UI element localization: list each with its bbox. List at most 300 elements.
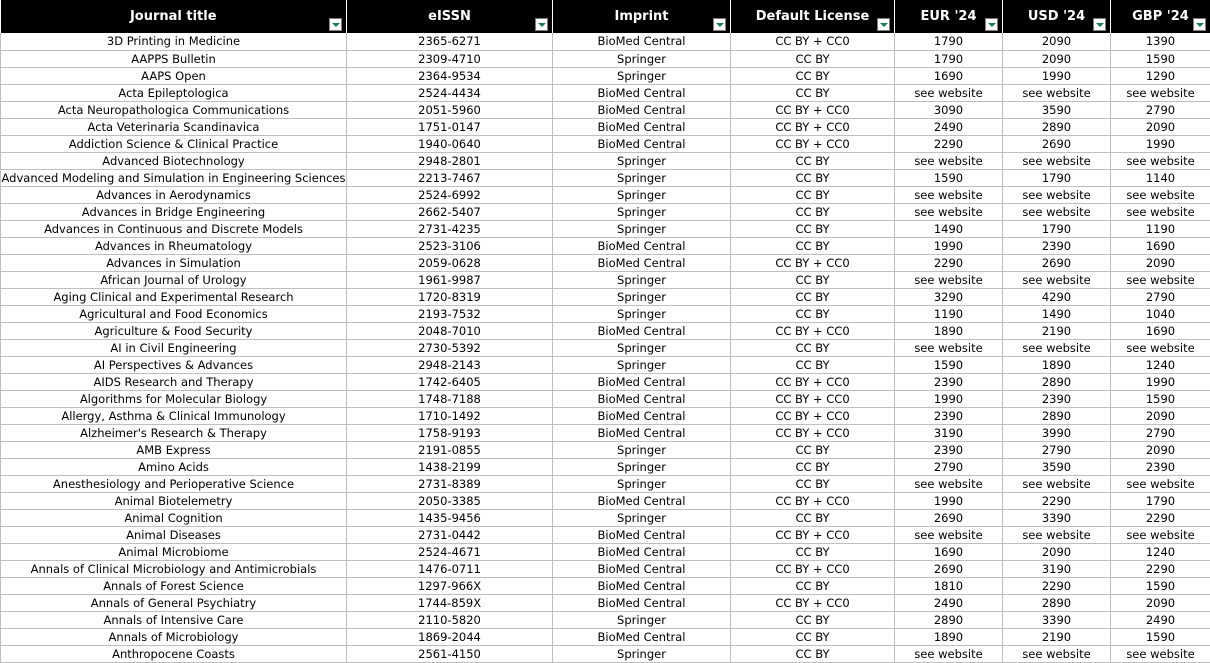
cell-imprint[interactable]: Springer: [553, 441, 731, 458]
table-row: [1, 33, 1210, 50]
cell-default-license[interactable]: CC BY: [731, 475, 895, 492]
cell-eur-24[interactable]: 2490: [895, 118, 1003, 135]
cell-default-license[interactable]: CC BY: [731, 186, 895, 203]
cell-default-license[interactable]: CC BY + CC0: [731, 390, 895, 407]
cell-imprint[interactable]: BioMed Central: [553, 526, 731, 543]
cell-default-license[interactable]: CC BY: [731, 628, 895, 645]
cell-gbp-24[interactable]: 2790: [1111, 288, 1210, 305]
cell-imprint[interactable]: BioMed Central: [553, 492, 731, 509]
cell-default-license[interactable]: CC BY: [731, 305, 895, 322]
cell-default-license[interactable]: CC BY: [731, 152, 895, 169]
cell-eur-24[interactable]: see website: [895, 186, 1003, 203]
cell-default-license[interactable]: CC BY + CC0: [731, 492, 895, 509]
cell-imprint[interactable]: BioMed Central: [553, 135, 731, 152]
cell-journal-title[interactable]: Advanced Modeling and Simulation in Engineering Sciences: [1, 170, 346, 185]
cell-eissn[interactable]: 2191-0855: [347, 441, 553, 458]
cell-default-license[interactable]: CC BY: [731, 67, 895, 84]
cell-eur-24[interactable]: 2290: [895, 254, 1003, 271]
cell-usd-24[interactable]: 1990: [1003, 67, 1111, 84]
cell-imprint[interactable]: Springer: [553, 50, 731, 67]
cell-gbp-24[interactable]: see website: [1111, 339, 1210, 356]
cell-imprint[interactable]: BioMed Central: [553, 543, 731, 560]
cell-eur-24[interactable]: 2390: [895, 407, 1003, 424]
table-row: [1, 152, 1210, 169]
cell-eissn[interactable]: 1758-9193: [347, 424, 553, 441]
cell-eissn[interactable]: 2524-4671: [347, 543, 553, 560]
column-header-journal-title[interactable]: [1, 0, 347, 33]
cell-eur-24[interactable]: 3190: [895, 424, 1003, 441]
filter-dropdown-icon[interactable]: [1193, 18, 1206, 31]
cell-journal-title[interactable]: Annals of Forest Science: [1, 577, 347, 594]
cell-journal-title[interactable]: Annals of General Psychiatry: [1, 594, 347, 611]
cell-eissn[interactable]: 2948-2143: [347, 356, 553, 373]
cell-usd-24[interactable]: 2290: [1003, 492, 1111, 509]
cell-default-license[interactable]: CC BY: [731, 169, 895, 186]
cell-gbp-24[interactable]: 1590: [1111, 390, 1210, 407]
cell-imprint[interactable]: Springer: [553, 458, 731, 475]
filter-dropdown-icon[interactable]: [329, 18, 342, 31]
cell-gbp-24[interactable]: 2490: [1111, 611, 1210, 628]
cell-eissn[interactable]: 2309-4710: [347, 50, 553, 67]
cell-imprint[interactable]: Springer: [553, 611, 731, 628]
cell-usd-24[interactable]: 1490: [1003, 305, 1111, 322]
cell-journal-title[interactable]: Anesthesiology and Perioperative Science: [1, 475, 347, 492]
cell-gbp-24[interactable]: 2290: [1111, 560, 1210, 577]
cell-imprint[interactable]: BioMed Central: [553, 118, 731, 135]
cell-usd-24[interactable]: 3390: [1003, 611, 1111, 628]
table-row: [1, 458, 1210, 475]
cell-usd-24[interactable]: 2690: [1003, 135, 1111, 152]
cell-eissn[interactable]: 1438-2199: [347, 458, 553, 475]
cell-imprint[interactable]: BioMed Central: [553, 407, 731, 424]
cell-gbp-24[interactable]: 2090: [1111, 407, 1210, 424]
cell-default-license[interactable]: CC BY: [731, 577, 895, 594]
cell-default-license[interactable]: CC BY: [731, 543, 895, 560]
cell-default-license[interactable]: CC BY: [731, 441, 895, 458]
cell-journal-title[interactable]: Animal Cognition: [1, 509, 347, 526]
cell-journal-title[interactable]: AI in Civil Engineering: [1, 339, 347, 356]
cell-eissn[interactable]: 1751-0147: [347, 118, 553, 135]
column-header-gbp-24[interactable]: [1111, 0, 1210, 33]
cell-default-license[interactable]: CC BY: [731, 237, 895, 254]
cell-eur-24[interactable]: 1690: [895, 67, 1003, 84]
cell-gbp-24[interactable]: 2090: [1111, 254, 1210, 271]
cell-imprint[interactable]: Springer: [553, 509, 731, 526]
cell-usd-24[interactable]: 2290: [1003, 577, 1111, 594]
cell-eissn[interactable]: 2662-5407: [347, 203, 553, 220]
cell-imprint[interactable]: BioMed Central: [553, 237, 731, 254]
filter-dropdown-icon[interactable]: [1093, 18, 1106, 31]
cell-usd-24[interactable]: 2890: [1003, 594, 1111, 611]
cell-journal-title[interactable]: Alzheimer's Research & Therapy: [1, 424, 347, 441]
cell-default-license[interactable]: CC BY: [731, 220, 895, 237]
cell-journal-title[interactable]: Annals of Intensive Care: [1, 611, 347, 628]
table-row: [1, 271, 1210, 288]
cell-gbp-24[interactable]: 1790: [1111, 492, 1210, 509]
header-label: EUR '24: [920, 9, 977, 24]
cell-default-license[interactable]: CC BY + CC0: [731, 101, 895, 118]
cell-gbp-24[interactable]: 1140: [1111, 169, 1210, 186]
cell-gbp-24[interactable]: 2090: [1111, 118, 1210, 135]
cell-default-license[interactable]: CC BY + CC0: [731, 322, 895, 339]
cell-eissn[interactable]: 2731-8389: [347, 475, 553, 492]
cell-usd-24[interactable]: see website: [1003, 152, 1111, 169]
cell-usd-24[interactable]: 1890: [1003, 356, 1111, 373]
cell-eur-24[interactable]: 1790: [895, 33, 1003, 50]
table-row: [1, 50, 1210, 67]
cell-gbp-24[interactable]: 1990: [1111, 135, 1210, 152]
cell-usd-24[interactable]: 2090: [1003, 543, 1111, 560]
cell-usd-24[interactable]: 2390: [1003, 237, 1111, 254]
cell-journal-title[interactable]: Acta Epileptologica: [1, 84, 347, 101]
table-row: [1, 543, 1210, 560]
cell-eur-24[interactable]: 3290: [895, 288, 1003, 305]
cell-gbp-24[interactable]: 1240: [1111, 543, 1210, 560]
cell-usd-24[interactable]: 2190: [1003, 322, 1111, 339]
cell-journal-title[interactable]: AMB Express: [1, 441, 347, 458]
cell-usd-24[interactable]: see website: [1003, 186, 1111, 203]
cell-eur-24[interactable]: 2690: [895, 560, 1003, 577]
filter-dropdown-icon[interactable]: [535, 18, 548, 31]
cell-usd-24[interactable]: 3590: [1003, 458, 1111, 475]
cell-usd-24[interactable]: see website: [1003, 203, 1111, 220]
cell-gbp-24[interactable]: 1590: [1111, 50, 1210, 67]
cell-usd-24[interactable]: see website: [1003, 271, 1111, 288]
cell-journal-title[interactable]: Animal Diseases: [1, 526, 347, 543]
cell-gbp-24[interactable]: 1190: [1111, 220, 1210, 237]
cell-gbp-24[interactable]: see website: [1111, 271, 1210, 288]
cell-eissn[interactable]: 1961-9987: [347, 271, 553, 288]
cell-usd-24[interactable]: 1790: [1003, 220, 1111, 237]
table-row: [1, 560, 1210, 577]
column-header-imprint[interactable]: [553, 0, 731, 33]
cell-eissn[interactable]: 1744-859X: [347, 594, 553, 611]
cell-eur-24[interactable]: 3090: [895, 101, 1003, 118]
cell-eissn[interactable]: 2524-4434: [347, 84, 553, 101]
cell-eissn[interactable]: 2051-5960: [347, 101, 553, 118]
cell-gbp-24[interactable]: 2390: [1111, 458, 1210, 475]
cell-default-license[interactable]: CC BY: [731, 356, 895, 373]
cell-gbp-24[interactable]: 1290: [1111, 67, 1210, 84]
cell-journal-title[interactable]: Advances in Rheumatology: [1, 237, 347, 254]
cell-eissn[interactable]: 2948-2801: [347, 152, 553, 169]
cell-usd-24[interactable]: 3990: [1003, 424, 1111, 441]
cell-eur-24[interactable]: see website: [895, 526, 1003, 543]
cell-journal-title[interactable]: 3D Printing in Medicine: [1, 33, 347, 50]
table-row: [1, 390, 1210, 407]
cell-imprint[interactable]: BioMed Central: [553, 33, 731, 50]
cell-imprint[interactable]: Springer: [553, 186, 731, 203]
cell-usd-24[interactable]: see website: [1003, 526, 1111, 543]
cell-imprint[interactable]: Springer: [553, 271, 731, 288]
cell-usd-24[interactable]: 3390: [1003, 509, 1111, 526]
cell-eur-24[interactable]: 2790: [895, 458, 1003, 475]
table-row: [1, 305, 1210, 322]
table-row: [1, 254, 1210, 271]
cell-eur-24[interactable]: see website: [895, 645, 1003, 662]
cell-gbp-24[interactable]: 1690: [1111, 237, 1210, 254]
cell-gbp-24[interactable]: 1690: [1111, 322, 1210, 339]
cell-usd-24[interactable]: see website: [1003, 475, 1111, 492]
cell-journal-title[interactable]: Anthropocene Coasts: [1, 645, 347, 662]
table-row: [1, 288, 1210, 305]
table-row: [1, 611, 1210, 628]
cell-eur-24[interactable]: 2390: [895, 373, 1003, 390]
cell-default-license[interactable]: CC BY + CC0: [731, 594, 895, 611]
cell-imprint[interactable]: BioMed Central: [553, 322, 731, 339]
cell-eissn[interactable]: 1435-9456: [347, 509, 553, 526]
header-label: Journal title: [129, 9, 217, 24]
table-body: [1, 33, 1210, 662]
filter-dropdown-icon[interactable]: [713, 18, 726, 31]
table-row: [1, 492, 1210, 509]
cell-default-license[interactable]: CC BY + CC0: [731, 254, 895, 271]
filter-dropdown-icon[interactable]: [985, 18, 998, 31]
cell-usd-24[interactable]: 3190: [1003, 560, 1111, 577]
cell-journal-title[interactable]: AAPPS Bulletin: [1, 50, 347, 67]
cell-eur-24[interactable]: 2390: [895, 441, 1003, 458]
cell-default-license[interactable]: CC BY: [731, 271, 895, 288]
cell-imprint[interactable]: BioMed Central: [553, 424, 731, 441]
table-row: [1, 237, 1210, 254]
column-header-eissn[interactable]: [347, 0, 553, 33]
cell-gbp-24[interactable]: 1990: [1111, 373, 1210, 390]
cell-journal-title[interactable]: AI Perspectives & Advances: [1, 356, 347, 373]
cell-eur-24[interactable]: 1990: [895, 390, 1003, 407]
column-header-eur-24[interactable]: [895, 0, 1003, 33]
table-row: [1, 475, 1210, 492]
cell-eissn[interactable]: 1297-966X: [347, 577, 553, 594]
cell-imprint[interactable]: BioMed Central: [553, 84, 731, 101]
filter-dropdown-icon[interactable]: [877, 18, 890, 31]
cell-default-license[interactable]: CC BY + CC0: [731, 560, 895, 577]
cell-journal-title[interactable]: Acta Neuropathologica Communications: [1, 101, 347, 118]
cell-gbp-24[interactable]: 2790: [1111, 424, 1210, 441]
cell-eur-24[interactable]: 1890: [895, 628, 1003, 645]
cell-journal-title[interactable]: Amino Acids: [1, 458, 347, 475]
cell-imprint[interactable]: Springer: [553, 220, 731, 237]
cell-eur-24[interactable]: 1490: [895, 220, 1003, 237]
cell-default-license[interactable]: CC BY: [731, 458, 895, 475]
cell-imprint[interactable]: Springer: [553, 203, 731, 220]
cell-imprint[interactable]: BioMed Central: [553, 254, 731, 271]
cell-gbp-24[interactable]: see website: [1111, 203, 1210, 220]
header-row: [1, 0, 1210, 33]
cell-imprint[interactable]: BioMed Central: [553, 628, 731, 645]
cell-journal-title[interactable]: Advances in Aerodynamics: [1, 186, 347, 203]
cell-eur-24[interactable]: 2290: [895, 135, 1003, 152]
cell-eissn[interactable]: 2110-5820: [347, 611, 553, 628]
cell-eissn[interactable]: 2193-7532: [347, 305, 553, 322]
cell-imprint[interactable]: BioMed Central: [553, 560, 731, 577]
cell-eissn[interactable]: 2561-4150: [347, 645, 553, 662]
cell-imprint[interactable]: BioMed Central: [553, 594, 731, 611]
cell-eissn[interactable]: 2730-5392: [347, 339, 553, 356]
cell-gbp-24[interactable]: 1040: [1111, 305, 1210, 322]
cell-default-license[interactable]: CC BY: [731, 203, 895, 220]
cell-usd-24[interactable]: 1790: [1003, 169, 1111, 186]
cell-gbp-24[interactable]: see website: [1111, 526, 1210, 543]
cell-eissn[interactable]: 2365-6271: [347, 33, 553, 50]
cell-gbp-24[interactable]: 2290: [1111, 509, 1210, 526]
cell-journal-title[interactable]: Agricultural and Food Economics: [1, 305, 347, 322]
cell-eissn[interactable]: 2050-3385: [347, 492, 553, 509]
cell-usd-24[interactable]: see website: [1003, 339, 1111, 356]
cell-journal-title[interactable]: Animal Microbiome: [1, 543, 347, 560]
cell-eur-24[interactable]: see website: [895, 203, 1003, 220]
cell-imprint[interactable]: BioMed Central: [553, 373, 731, 390]
header-label: Imprint: [614, 9, 669, 24]
cell-gbp-24[interactable]: see website: [1111, 152, 1210, 169]
cell-gbp-24[interactable]: 1590: [1111, 577, 1210, 594]
cell-imprint[interactable]: Springer: [553, 339, 731, 356]
cell-imprint[interactable]: Springer: [553, 169, 731, 186]
cell-gbp-24[interactable]: 1240: [1111, 356, 1210, 373]
cell-default-license[interactable]: CC BY + CC0: [731, 33, 895, 50]
cell-default-license[interactable]: CC BY + CC0: [731, 407, 895, 424]
cell-eissn[interactable]: 2213-7467: [347, 169, 553, 186]
cell-eur-24[interactable]: 1990: [895, 237, 1003, 254]
cell-journal-title[interactable]: African Journal of Urology: [1, 271, 347, 288]
cell-gbp-24[interactable]: 2790: [1111, 101, 1210, 118]
cell-eissn[interactable]: 1940-0640: [347, 135, 553, 152]
cell-default-license[interactable]: CC BY: [731, 50, 895, 67]
cell-eur-24[interactable]: 1190: [895, 305, 1003, 322]
cell-eur-24[interactable]: see website: [895, 271, 1003, 288]
cell-default-license[interactable]: CC BY: [731, 611, 895, 628]
cell-eur-24[interactable]: see website: [895, 475, 1003, 492]
cell-eissn[interactable]: 1720-8319: [347, 288, 553, 305]
cell-gbp-24[interactable]: 1590: [1111, 628, 1210, 645]
cell-imprint[interactable]: Springer: [553, 305, 731, 322]
cell-journal-title[interactable]: Advanced Biotechnology: [1, 152, 347, 169]
cell-usd-24[interactable]: 2390: [1003, 390, 1111, 407]
cell-imprint[interactable]: Springer: [553, 67, 731, 84]
cell-eur-24[interactable]: 2490: [895, 594, 1003, 611]
cell-eur-24[interactable]: see website: [895, 84, 1003, 101]
cell-imprint[interactable]: BioMed Central: [553, 577, 731, 594]
cell-usd-24[interactable]: 3590: [1003, 101, 1111, 118]
cell-imprint[interactable]: BioMed Central: [553, 101, 731, 118]
cell-imprint[interactable]: BioMed Central: [553, 390, 731, 407]
table-row: [1, 356, 1210, 373]
cell-usd-24[interactable]: 2790: [1003, 441, 1111, 458]
cell-usd-24[interactable]: see website: [1003, 84, 1111, 101]
cell-eur-24[interactable]: 1810: [895, 577, 1003, 594]
cell-journal-title[interactable]: Acta Veterinaria Scandinavica: [1, 118, 347, 135]
cell-imprint[interactable]: Springer: [553, 356, 731, 373]
table-row: [1, 84, 1210, 101]
cell-default-license[interactable]: CC BY + CC0: [731, 135, 895, 152]
cell-journal-title[interactable]: Algorithms for Molecular Biology: [1, 390, 347, 407]
cell-eur-24[interactable]: 1690: [895, 543, 1003, 560]
cell-usd-24[interactable]: 2090: [1003, 50, 1111, 67]
cell-default-license[interactable]: CC BY + CC0: [731, 424, 895, 441]
cell-gbp-24[interactable]: see website: [1111, 475, 1210, 492]
cell-default-license[interactable]: CC BY: [731, 645, 895, 662]
cell-default-license[interactable]: CC BY + CC0: [731, 373, 895, 390]
cell-eissn[interactable]: 2731-0442: [347, 526, 553, 543]
cell-journal-title[interactable]: Agriculture & Food Security: [1, 322, 347, 339]
cell-gbp-24[interactable]: see website: [1111, 84, 1210, 101]
table-row: [1, 203, 1210, 220]
column-header-default-license[interactable]: [731, 0, 895, 33]
cell-journal-title[interactable]: Addiction Science & Clinical Practice: [1, 135, 347, 152]
cell-eissn[interactable]: 2731-4235: [347, 220, 553, 237]
cell-eissn[interactable]: 2048-7010: [347, 322, 553, 339]
cell-eur-24[interactable]: 1590: [895, 169, 1003, 186]
cell-journal-title[interactable]: Advances in Continuous and Discrete Models: [1, 220, 347, 237]
cell-eissn[interactable]: 1748-7188: [347, 390, 553, 407]
cell-eur-24[interactable]: see website: [895, 152, 1003, 169]
cell-journal-title[interactable]: Advances in Bridge Engineering: [1, 203, 347, 220]
cell-eur-24[interactable]: 2890: [895, 611, 1003, 628]
cell-usd-24[interactable]: 2890: [1003, 373, 1111, 390]
cell-eissn[interactable]: 2364-9534: [347, 67, 553, 84]
cell-eissn[interactable]: 2523-3106: [347, 237, 553, 254]
cell-imprint[interactable]: Springer: [553, 475, 731, 492]
column-header-usd-24[interactable]: [1003, 0, 1111, 33]
cell-usd-24[interactable]: 2890: [1003, 407, 1111, 424]
cell-journal-title[interactable]: Animal Biotelemetry: [1, 492, 347, 509]
cell-journal-title[interactable]: Advances in Simulation: [1, 254, 347, 271]
cell-default-license[interactable]: CC BY: [731, 339, 895, 356]
cell-default-license[interactable]: CC BY: [731, 509, 895, 526]
cell-usd-24[interactable]: see website: [1003, 645, 1111, 662]
cell-eur-24[interactable]: 1990: [895, 492, 1003, 509]
table-row: [1, 220, 1210, 237]
cell-eissn[interactable]: 2524-6992: [347, 186, 553, 203]
cell-eur-24[interactable]: 2690: [895, 509, 1003, 526]
cell-gbp-24[interactable]: 2090: [1111, 441, 1210, 458]
cell-eissn[interactable]: 1742-6405: [347, 373, 553, 390]
cell-eissn[interactable]: 2059-0628: [347, 254, 553, 271]
cell-eur-24[interactable]: 1590: [895, 356, 1003, 373]
cell-default-license[interactable]: CC BY: [731, 84, 895, 101]
cell-usd-24[interactable]: 4290: [1003, 288, 1111, 305]
cell-eur-24[interactable]: 1790: [895, 50, 1003, 67]
cell-usd-24[interactable]: 2090: [1003, 33, 1111, 50]
cell-eur-24[interactable]: see website: [895, 339, 1003, 356]
cell-gbp-24[interactable]: 2090: [1111, 594, 1210, 611]
cell-default-license[interactable]: CC BY: [731, 288, 895, 305]
cell-eissn[interactable]: 1710-1492: [347, 407, 553, 424]
cell-gbp-24[interactable]: 1390: [1111, 33, 1210, 50]
cell-eissn[interactable]: 1476-0711: [347, 560, 553, 577]
cell-imprint[interactable]: Springer: [553, 645, 731, 662]
cell-usd-24[interactable]: 2190: [1003, 628, 1111, 645]
cell-journal-title[interactable]: Allergy, Asthma & Clinical Immunology: [1, 407, 347, 424]
cell-usd-24[interactable]: 2890: [1003, 118, 1111, 135]
cell-eissn[interactable]: 1869-2044: [347, 628, 553, 645]
cell-gbp-24[interactable]: see website: [1111, 645, 1210, 662]
table-row: [1, 577, 1210, 594]
cell-journal-title[interactable]: Annals of Microbiology: [1, 628, 347, 645]
cell-imprint[interactable]: Springer: [553, 288, 731, 305]
cell-gbp-24[interactable]: see website: [1111, 186, 1210, 203]
cell-journal-title[interactable]: AAPS Open: [1, 67, 347, 84]
table-row: [1, 424, 1210, 441]
cell-imprint[interactable]: Springer: [553, 152, 731, 169]
cell-eur-24[interactable]: 1890: [895, 322, 1003, 339]
cell-usd-24[interactable]: 2690: [1003, 254, 1111, 271]
cell-default-license[interactable]: CC BY + CC0: [731, 526, 895, 543]
cell-journal-title[interactable]: AIDS Research and Therapy: [1, 373, 347, 390]
table-row: [1, 594, 1210, 611]
cell-journal-title[interactable]: Annals of Clinical Microbiology and Antimicrobials: [1, 560, 347, 577]
cell-journal-title[interactable]: Aging Clinical and Experimental Research: [1, 288, 347, 305]
cell-default-license[interactable]: CC BY + CC0: [731, 118, 895, 135]
